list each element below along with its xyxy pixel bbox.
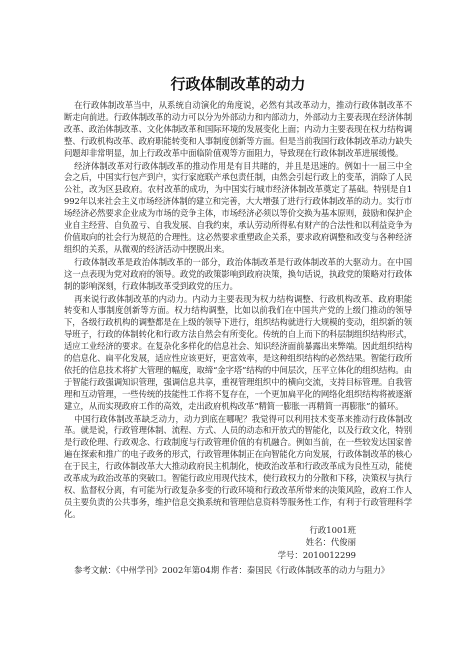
references: 参考文献：《中州学刊》2002年第04期 作者：秦国民《行政体制改革的动力与阻力》 — [74, 564, 390, 575]
paragraph: 中国行政体制改革缺乏动力，动力到底在哪呢？我觉得可以利用技术变革来推动行政体制改革。就是说，行政管理体制、流程、方式、人员的动态和开放式的智能化，以及行政文化，特别是行政伦理、行政观念、行政制度与行政管理价值的有机融合。例如当前，在一些较发达国家普遍在探索和推广的电子政务的形式，行政管理体制正在向智能化方向发展，行政体制改革的核心在于民主，行政体制改革大大推动政府民主机制化，使政治改革和行政改革成为良性互动，能使改革成为政治改革的突破口。智能行政应用现代技术，使行政权力的分散和下移，决策权与执行权、监督权分离，有可能为行政复杂多变的行政环境和行政改革所带来的决策风险，政府工作人员主要负责的公共事务，维护信息交换系统和管理信息资料等服务性工作，有利于行政管理科学化。 — [64, 413, 412, 519]
paragraph: 经济体制改革对行政体制改革的推动作用是有目共睹的，并且是迅速的。例如十一届三中全会之后，中国实行包产到户，实行家庭联产承包责任制，由然会引起行政上的变革，消除了人民公社，改为区县政府。农村改革的成功，为中国实行城市经济体制改革奠定了基础。特别是自1992年以来社会主义市场经济体制的建立和完善，大大增强了进行行政体制改革的动力。实行市场经济必然要求企业成为市场的竞争主体，市场经济必须以等价交换为基本原则，鼓励和保护企业自主经营、自负盈亏、自我发展、自我约束，承认劳动所得私有财产的合法性和以利益竞争为价值取向的社会行为规范的合理性。这必然要求重塑政企关系，要求政府调整和改变与各种经济组织的关系，从微观的经济活动中摆脱出来。 — [64, 160, 412, 254]
signature-student-id: 学号：2010012299 — [277, 549, 356, 560]
paragraph: 行政体制改革是政治体制改革的一部分，政治体制改革是行政体制改革的大驱动力。在中国这一点表现为党对政府的领导。政党的政策影响到政府决策，换句话说，执政党的策略对行政体制的影响深刻，行政体制改革受到政党的压力。 — [64, 256, 412, 291]
document-body — [64, 100, 412, 521]
signature-block — [64, 524, 412, 562]
paragraph: 再来说行政体制改革的内动力。内动力主要表现为权力结构调整、行政机构改革、政府职能转变和人事制度创新等方面。权力结构调整，比如以前我们在中国共产党的上级门推动的领导下，各级行政机构的调整都是在上级的领导下进行，组织结构就进行大规模的变动，组织新的领导班子，行政的体制转化和行政方法自然会有所变化。传统的自上而下的科层制组织结构形式，适应工业经济的要求。在复杂化多样化的信息社会、知识经济面前暴露出来弊端。因此组织结构的信息化、扁平化发展，适应性应该更好，更富效率，是这种组织结构的必然结果。智能行政所依托的信息技术将扩大管理的幅度，取缔“金字塔”结构的中间层次，压平立体化的组织结构。由于智能行政强调知识管理，强调信息共享，重视管理组织中的横向交流，支持目标管理。自我管理和互动管理，一些传统的技能性工作将不复存在，一个更加扁平化的网络化组织结构将被逐渐建立，从而实现政府工作的高效，走出政府机构改革“精简一膨胀一再精简一再膨胀”的循环。 — [64, 293, 412, 411]
signature-class: 行政1001班 — [309, 524, 356, 535]
document-title: 行政体制改革的动力 — [170, 75, 306, 93]
paragraph: 在行政体制改革当中，从系统自动演化的角度说，必然有其改革动力，推动行政体制改革不断走向前进。行政体制改革的动力可以分为外部动力和内部动力，外部动力主要表现在经济体制改革、政治体制改革、文化体制改革和国际环境的发展变化上面；内动力主要表现在权力结构调整、行政机构改革、政府职能转变和人事制度创新等方面。但是当前我国行政体制改革动力缺失问题却非常明显，加上行政改革中面临阶值观等方面阻力，导致现在行政体制改革进展缓慢。 — [64, 100, 412, 158]
signature-name: 姓名：代俊丽 — [305, 537, 356, 548]
